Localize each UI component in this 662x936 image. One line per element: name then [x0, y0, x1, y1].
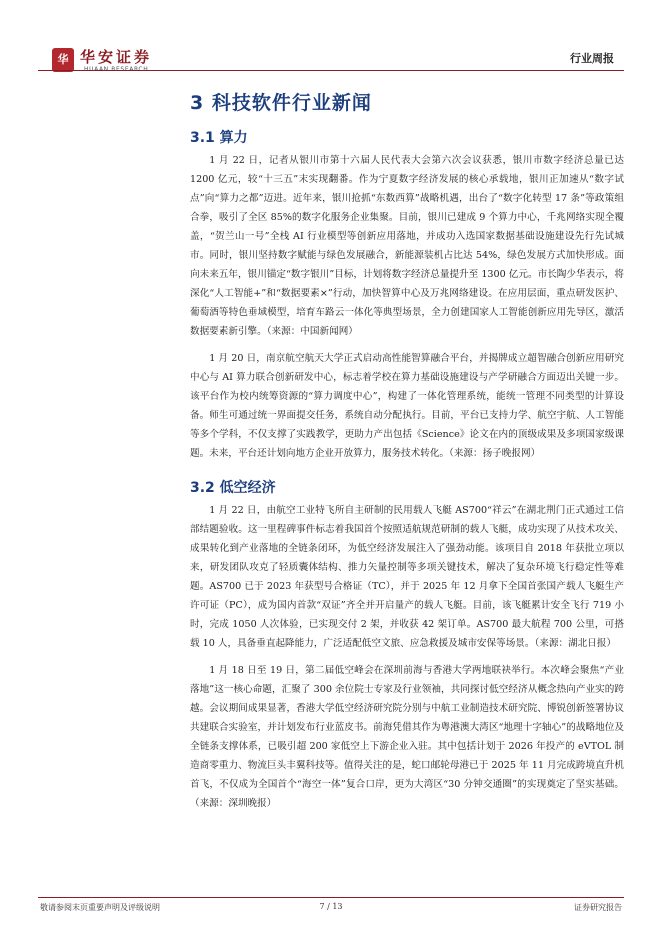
header-divider	[38, 70, 624, 71]
subsection-title-low-altitude: 3.2 低空经济	[190, 480, 276, 496]
paragraph-yinchuan: 1 月 22 日，记者从银川市第十六届人民代表大会第六次会议获悉，银川市数字经济总量已达 1200 亿元，较“十三五”末实现翻番。作为宁夏数字经济发展的核心承载地，银川正加速从“数字试点”向“算力之都”迈进。近年来，银川抢抓“东数西算”战略机遇，出台了“数字化转型 17 条”等政策组合拳，吸引了全区 85%的数字化服务企业集聚。目前，银川已建成 9 个算力中心，千兆网络实现全覆盖，“贺兰山一号”全栈 AI 行业模型等创新应用落地，并成功入选国家数据基础设施建设先行先试城市。同时，银川坚持数字赋能与绿色发展融合，新能源装机占比达 54%，绿色发展方式加快形成。面向未来五年，银川锚定“数字银川”目标，计划将数字经济总量提升至 1300 亿元。市长陶少华表示，将深化“人工智能+”和“数据要素×”行动，加快智算中心及万兆网络建设。在应用层面，重点研发医护、葡萄酒等特色垂域模型，培育车路云一体化等典型场景，全力创建国家人工智能创新应用先导区，激活数据要素新引擎。（来源：中国新闻网）	[190, 155, 624, 337]
footer-disclaimer: 敬请参阅末页重要声明及评级说明	[40, 903, 160, 912]
company-logo-seal: 华	[52, 48, 74, 72]
paragraph-summit: 1 月 18 日至 19 日，第二届低空峰会在深圳前海与香港大学两地联袂举行。本次峰会聚焦“产业落地”这一核心命题，汇聚了 300 余位院士专家及行业领袖，共同探讨低空经济从概念热向产业实的跨越。会议期间成果显著，香港大学低空经济研究院分别与中航工业制造技术研究院、博锐创新签署协议共建联合实验室，并计划发布行业蓝皮书。前海凭借其作为粤港澳大湾区“地理十字轴心”的战略地位及全链条支撑体系，已吸引超 200 家低空上下游企业入驻。其中包括计划于 2026 年投产的 eVTOL 制造商零重力、物流巨头丰翼科技等。值得关注的是，蛇口邮轮母港已于 2025 年 11 月完成跨境直升机首飞，不仅成为全国首个“海空一体”复合口岸，更为大湾区“30 分钟交通圈”的实现奠定了坚实基础。（来源：深圳晚报）	[190, 665, 624, 809]
page-number: 7 / 13	[319, 902, 343, 911]
footer-report-type: 证券研究报告	[574, 903, 622, 912]
company-logo-name: 华安证券	[80, 48, 153, 66]
subsection-title-computing: 3.1 算力	[190, 130, 248, 146]
footer-divider	[38, 897, 624, 898]
main-content	[190, 88, 624, 813]
paragraph-nuaa: 1 月 20 日，南京航空航天大学正式启动高性能智算融合平台，并揭牌成立超智融合创新应用研究中心与 AI 算力联合创新研发中心，标志着学校在算力基础设施建设与产学研融合方面迈出关键一步。该平台作为校内统筹资源的“算力调度中心”，构建了一体化管理系统，能统一管理不同类型的计算设备。师生可通过统一界面提交任务，系统自动分配执行。目前，平台已支持力学、航空宇航、人工智能等多个学科，不仅支撑了实践教学，更助力产出包括《Science》论文在内的顶级成果及多项国家级课题。未来，平台还计划向地方企业开放算力，服务技术转化。（来源：扬子晚报网）	[190, 353, 624, 459]
page-header	[38, 44, 624, 78]
report-type-tag: 行业周报	[570, 52, 614, 65]
section-title: 3 科技软件行业新闻	[190, 92, 372, 114]
paragraph-as700: 1 月 22 日，由航空工业特飞所自主研制的民用载人飞艇 AS700“祥云”在湖北荆门正式通过工信部结题验收。这一里程碑事件标志着我国首个按照适航规范研制的载人飞艇，成功实现了从技术攻关、成果转化到产业落地的全链条闭环，为低空经济发展注入了强劲动能。该项目自 2018 年获批立项以来，研发团队攻克了轻质囊体结构、推力矢量控制等多项关键技术，解决了复杂环境飞行稳定性等难题。AS700 已于 2023 年获型号合格证（TC），并于 2025 年 12 月拿下全国首张国产载人飞艇生产许可证（PC），成为国内首款“双证”齐全并开启量产的载人飞艇。目前，该飞艇累计安全飞行 719 小时，完成 1050 人次体验，已实现交付 2 架，并收获 42 架订单。AS700 最大航程 700 公里，可搭载 10 人，具备垂直起降能力，广泛适配低空文旅、应急救援及城市安保等场景。（来源：湖北日报）	[190, 505, 624, 649]
